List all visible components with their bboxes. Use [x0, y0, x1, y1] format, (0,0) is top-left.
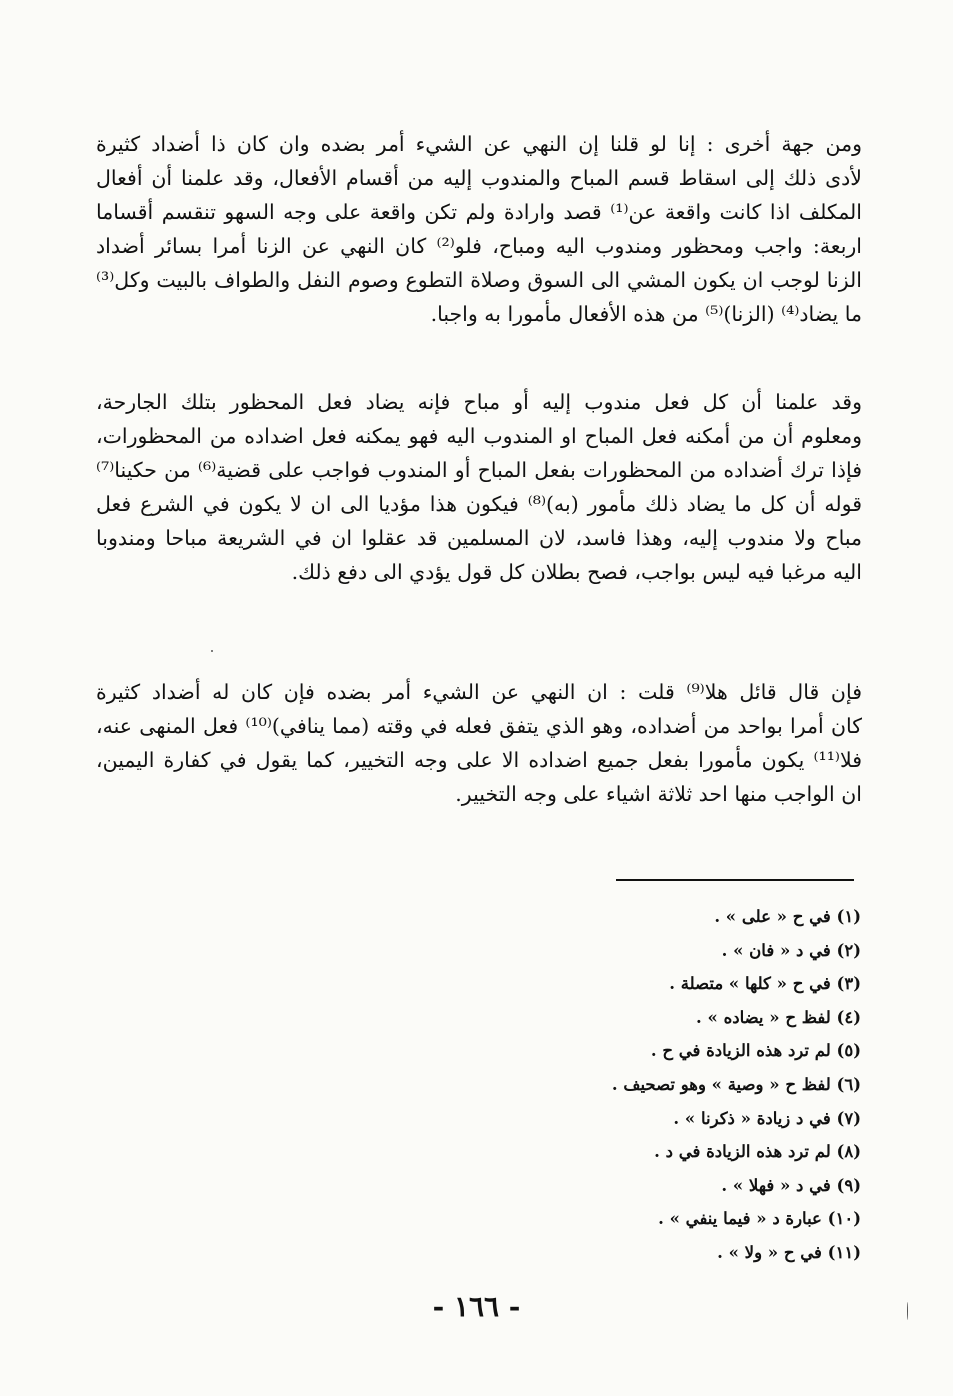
- footnote: (١) في ح « على » .: [714, 907, 861, 926]
- paragraph-1: [96, 127, 862, 331]
- footnote: (٦) لفظ ح « وصية » وهو تصحيف .: [611, 1074, 861, 1094]
- text-line: لأدى ذلك إلى اسقاط قسم المباح والمندوب إليه من أقسام الأفعال، وقد علمنا أن أفعال: [96, 166, 862, 190]
- text-line: ومن جهة أخرى : إنا لو قلنا إن النهي عن الشيء أمر بضده وان كان ذا أضداد كثيرة: [96, 132, 862, 156]
- text-line: ان الواجب منها احد ثلاثة اشياء على وجه التخيير.: [455, 782, 862, 806]
- paragraph-3: [96, 675, 862, 811]
- text-line: وقد علمنا أن كل فعل مندوب إليه أو مباح فإنه يضاد فعل المحظور بتلك الجارحة،: [96, 390, 862, 414]
- footnote: (١١) في ح « ولا » .: [717, 1242, 861, 1262]
- text-line: فإذا ترك أضداده من المحظورات بفعل المباح أو المندوب فواجب على قضية⁽⁶⁾ من حكينا⁽⁷⁾: [96, 458, 862, 482]
- footnote: (١٠) عبارة د « فيما ينفي » .: [658, 1209, 861, 1229]
- text-line: الزنا لوجب ان يكون المشي الى السوق وصلاة التطوع وصوم النفل والطواف بالبيت وكل⁽³⁾: [96, 268, 862, 292]
- paragraph-2: [96, 385, 862, 589]
- text-line: مباح ولا مندوب إليه، وهذا فاسد، لان المسلمين قد عقلوا ان في الشريعة مباحا ومندوبا: [96, 526, 862, 550]
- text-line: اربعة: واجب ومحظور ومندوب اليه ومباح، فلو⁽²⁾ كان النهي عن الزنا أمرا بسائر أضداد: [96, 234, 862, 258]
- footnote: (٣) في ح « كلها » متصلة .: [669, 974, 861, 994]
- text-line: فلا⁽¹¹⁾ يكون مأمورا بفعل جميع اضداده الا على وجه التخيير، كما يقول في كفارة اليمين،: [96, 748, 862, 772]
- scan-speck: [907, 1302, 908, 1320]
- footnote: (٩) في د « فهلا » .: [721, 1175, 861, 1195]
- scan-speck: [211, 650, 213, 652]
- footnote: (٨) لم ترد هذه الزيادة في د .: [654, 1142, 861, 1162]
- text-line: ومعلوم أن من أمكنه فعل المباح او المندوب اليه فهو يمكنه فعل اضداده من المحظورات،: [96, 424, 862, 448]
- footnote: (٤) لفظ ح « يضاده » .: [696, 1007, 861, 1027]
- footnote: (٥) لم ترد هذه الزيادة في ح .: [650, 1041, 861, 1061]
- footnote-divider: [616, 879, 854, 881]
- text-line: فإن قال قائل هلا⁽⁹⁾ قلت : ان النهي عن الشيء أمر بضده فإن كان له أضداد كثيرة: [96, 680, 862, 704]
- text-line: قوله أن كل ما يضاد ذلك مأمور (به)⁽⁸⁾ فيكون هذا مؤديا الى ان لا يكون في الشرع فعل: [96, 492, 862, 516]
- page-number: - ١٦٦ -: [432, 1290, 521, 1323]
- footnotes: [441, 900, 861, 1270]
- text-line: ما يضاد⁽⁴⁾ (الزنا)⁽⁵⁾ من هذه الأفعال مأمورا به واجبا.: [430, 302, 862, 326]
- footnote: (٧) في د زيادة « ذكرنا » .: [673, 1108, 861, 1128]
- text-line: اليه مرغبا فيه ليس بواجب، فصح بطلان كل قول يؤدي الى دفع ذلك.: [291, 560, 862, 584]
- text-line: المكلف اذا كانت واقعة عن⁽¹⁾ قصد وارادة ولم تكن واقعة على وجه السهو تنقسم أقساما: [96, 200, 862, 224]
- text-line: كان أمرا بواحد من أضداده، وهو الذي يتفق فعله في وقته (مما ينافي)⁽¹⁰⁾ فعل المنهى عنه،: [96, 714, 862, 738]
- footnote: (٢) في د « فان » .: [721, 940, 861, 960]
